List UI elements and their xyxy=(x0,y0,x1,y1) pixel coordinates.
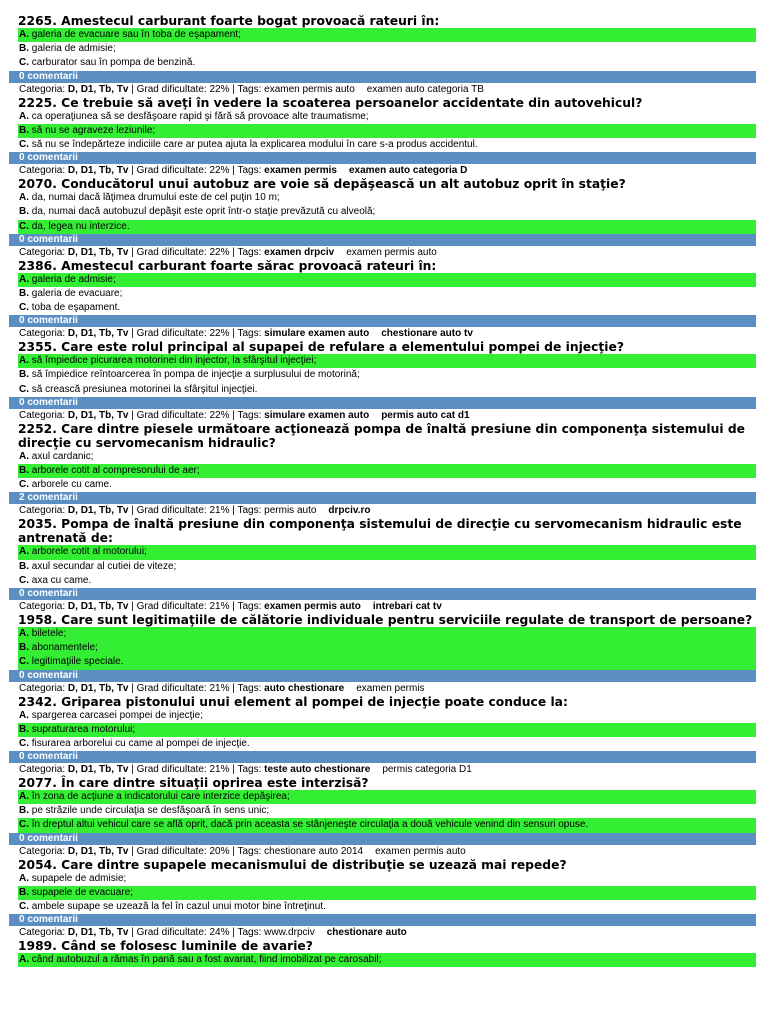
answer-text: spargerea carcasei pompei de injecţie; xyxy=(31,709,203,721)
tag-link[interactable]: examen permis auto xyxy=(264,83,355,95)
category-label: Categoria: xyxy=(19,600,66,612)
answer-option[interactable] xyxy=(18,42,756,56)
question-meta xyxy=(18,83,756,96)
question-meta xyxy=(18,164,756,177)
answer-text: biletele; xyxy=(31,627,67,639)
difficulty-label: Grad dificultate: xyxy=(136,83,207,95)
answer-text: axa cu came. xyxy=(31,574,92,586)
difficulty-value: 21% xyxy=(209,600,230,612)
question-title: 2054. Care dintre supapele mecanismului de distribuţie se uzează mai repede? xyxy=(18,857,567,872)
tags-label: Tags: xyxy=(237,764,262,776)
category-label: Categoria: xyxy=(19,682,66,694)
answer-text: legitimaţiile speciale. xyxy=(31,656,124,668)
answer-text: galeria de admisie; xyxy=(31,43,116,55)
answer-option[interactable] xyxy=(18,383,756,397)
meta-separator: | xyxy=(229,328,238,340)
category-label: Categoria: xyxy=(19,845,66,857)
tags-label: Tags: xyxy=(237,83,262,95)
answer-text: axul cardanic; xyxy=(31,450,94,462)
answer-letter: C. xyxy=(19,574,29,586)
question-meta xyxy=(18,327,756,340)
question-title: 1989. Când se folosesc luminile de avarie? xyxy=(18,939,313,954)
category-label: Categoria: xyxy=(19,83,66,95)
answer-option[interactable] xyxy=(18,450,756,464)
tag-link[interactable]: examen auto categoria TB xyxy=(366,83,484,95)
answer-option[interactable] xyxy=(18,368,756,382)
tags-label: Tags: xyxy=(237,682,262,694)
answer-option[interactable] xyxy=(18,191,756,205)
answer-text: supraturarea motorului; xyxy=(31,723,136,735)
tag-link[interactable]: examen permis xyxy=(356,682,425,694)
tags-label: Tags: xyxy=(237,165,262,177)
question-title: 2386. Amestecul carburant foarte sărac provoacă rateuri în: xyxy=(18,258,437,273)
meta-separator: | xyxy=(128,764,137,776)
difficulty-value: 22% xyxy=(209,83,230,95)
answer-letter: A. xyxy=(19,355,29,367)
meta-separator: | xyxy=(229,505,238,517)
answer-text: arborele cotit al compresorului de aer; xyxy=(31,465,200,476)
difficulty-label: Grad dificultate: xyxy=(136,165,207,177)
question-block xyxy=(18,177,756,259)
answer-text: galeria de evacuare sau în toba de eşapament; xyxy=(31,29,241,40)
answer-option[interactable] xyxy=(18,900,756,914)
answer-text: axul secundar al cutiei de viteze; xyxy=(31,560,177,572)
tag-link[interactable]: auto chestionare xyxy=(264,682,345,694)
category-label: Categoria: xyxy=(19,927,66,939)
tag-link[interactable]: permis categoria D1 xyxy=(382,764,472,776)
answer-text: carburator sau în pompa de benzină. xyxy=(31,57,196,69)
category-value: D, D1, Tb, Tv xyxy=(67,927,129,939)
answer-letter: C. xyxy=(19,383,29,395)
answer-option[interactable] xyxy=(18,737,756,751)
answer-option[interactable] xyxy=(18,709,756,723)
question-meta xyxy=(18,763,756,776)
tag-link[interactable]: simulare examen auto xyxy=(264,328,370,340)
question-meta xyxy=(18,926,756,939)
tags-label: Tags: xyxy=(237,845,262,857)
question-title: 2342. Griparea pistonului unui element al pompei de injecţie poate conduce la: xyxy=(18,694,568,709)
answer-letter: B. xyxy=(19,206,29,218)
tag-link[interactable]: permis auto xyxy=(264,505,317,517)
answer-letter: B. xyxy=(19,43,29,55)
answer-letter: C. xyxy=(19,138,29,150)
difficulty-value: 22% xyxy=(209,409,230,421)
tag-link[interactable]: examen permis auto xyxy=(375,845,466,857)
answer-letter: B. xyxy=(19,642,29,654)
answer-option-correct[interactable] xyxy=(18,627,756,641)
answer-text: abonamentele; xyxy=(31,642,98,654)
question-meta xyxy=(18,409,756,422)
comments-link[interactable]: 0 comentarii xyxy=(9,670,756,682)
answer-letter: C. xyxy=(19,479,29,491)
comments-link[interactable]: 0 comentarii xyxy=(9,71,756,83)
difficulty-label: Grad dificultate: xyxy=(136,764,207,776)
category-label: Categoria: xyxy=(19,328,66,340)
meta-separator: | xyxy=(128,505,137,517)
answer-text: galeria de admisie; xyxy=(31,273,116,285)
question-block xyxy=(18,14,756,96)
category-value: D, D1, Tb, Tv xyxy=(67,328,129,340)
tag-link[interactable]: examen permis xyxy=(264,165,337,177)
comments-link[interactable]: 0 comentarii xyxy=(9,751,756,763)
difficulty-label: Grad dificultate: xyxy=(136,246,207,258)
comments-link[interactable]: 0 comentarii xyxy=(9,152,756,164)
meta-separator: | xyxy=(128,165,137,177)
answer-option-correct[interactable] xyxy=(18,641,756,655)
answer-text: să crească presiunea motorinei la sfârşitul injecţiei. xyxy=(31,383,258,395)
category-label: Categoria: xyxy=(19,165,66,177)
meta-separator: | xyxy=(229,600,238,612)
answer-letter: A. xyxy=(19,546,29,558)
question-block xyxy=(18,340,756,422)
category-value: D, D1, Tb, Tv xyxy=(67,682,129,694)
tag-link[interactable]: intrebari cat tv xyxy=(372,600,442,612)
answer-option[interactable] xyxy=(18,110,756,124)
answer-option-correct[interactable] xyxy=(18,545,756,559)
question-meta xyxy=(18,845,756,858)
tag-link[interactable]: chestionare auto 2014 xyxy=(264,845,364,857)
answer-letter: A. xyxy=(19,954,29,966)
tag-link[interactable]: examen drpciv xyxy=(264,246,335,258)
answer-text: da, legea nu interzice. xyxy=(31,220,130,232)
answer-text: supapele de evacuare; xyxy=(31,886,133,898)
question-block xyxy=(18,858,756,940)
tag-link[interactable]: examen permis auto xyxy=(264,600,361,612)
answer-letter: B. xyxy=(19,287,29,299)
difficulty-value: 22% xyxy=(209,246,230,258)
answer-text: să nu se îndepărteze indiciile care ar putea ajuta la explicarea modului în care s-a produs accidentul. xyxy=(31,138,478,150)
difficulty-label: Grad dificultate: xyxy=(136,505,207,517)
comments-link[interactable]: 0 comentarii xyxy=(9,397,756,409)
answer-letter: C. xyxy=(19,737,29,749)
tags-label: Tags: xyxy=(237,600,262,612)
difficulty-value: 21% xyxy=(209,682,230,694)
meta-separator: | xyxy=(229,246,238,258)
question-block xyxy=(18,939,756,967)
tags-label: Tags: xyxy=(237,328,262,340)
meta-separator: | xyxy=(229,83,238,95)
answer-text: da, numai dacă autobuzul depăşit este oprit într-o staţie prevăzută cu alveolă; xyxy=(31,206,376,218)
category-value: D, D1, Tb, Tv xyxy=(67,600,129,612)
meta-separator: | xyxy=(229,845,238,857)
answer-letter: C. xyxy=(19,901,29,912)
category-label: Categoria: xyxy=(19,505,66,517)
meta-separator: | xyxy=(128,682,137,694)
answer-letter: A. xyxy=(19,273,29,285)
tag-link[interactable]: teste auto chestionare xyxy=(264,764,371,776)
answer-letter: A. xyxy=(19,110,29,122)
answer-text: galeria de evacuare; xyxy=(31,287,123,299)
answer-option-correct[interactable] xyxy=(18,886,756,900)
meta-separator: | xyxy=(229,927,238,939)
answer-option-correct[interactable] xyxy=(18,655,756,669)
tag-link[interactable]: drpciv.ro xyxy=(328,505,371,517)
question-block xyxy=(18,695,756,777)
answer-letter: B. xyxy=(19,124,29,136)
question-title: 2070. Conducătorul unui autobuz are voie să depăşească un alt autobuz oprit în staţie? xyxy=(18,177,626,192)
question-meta xyxy=(18,246,756,259)
question-meta xyxy=(18,682,756,695)
tag-link[interactable]: chestionare auto xyxy=(326,927,407,939)
difficulty-value: 21% xyxy=(209,505,230,517)
answer-letter: A. xyxy=(19,709,29,721)
meta-separator: | xyxy=(229,409,238,421)
answer-letter: B. xyxy=(19,560,29,572)
question-title: 2225. Ce trebuie să aveţi în vedere la scoaterea persoanelor accidentate din autovehicul? xyxy=(18,95,643,110)
category-label: Categoria: xyxy=(19,409,66,421)
answer-text: fisurarea arborelui cu came al pompei de injecţie. xyxy=(31,737,250,749)
tags-label: Tags: xyxy=(237,505,262,517)
question-block xyxy=(18,613,756,695)
tags-label: Tags: xyxy=(237,409,262,421)
meta-separator: | xyxy=(128,83,137,95)
category-value: D, D1, Tb, Tv xyxy=(67,505,129,517)
question-title: 2252. Care dintre piesele următoare acţionează pompa de înaltă presiune din componenţa sistemului de direcţie cu servomecanism hidraulic? xyxy=(18,421,745,450)
question-block xyxy=(18,517,756,613)
tag-link[interactable]: examen permis auto xyxy=(346,246,437,258)
difficulty-value: 21% xyxy=(209,764,230,776)
answer-text: supapele de admisie; xyxy=(31,872,127,884)
answer-option[interactable] xyxy=(18,205,756,219)
question-title: 2035. Pompa de înaltă presiune din componenţa sistemului de direcţie cu servomecanism hidraulic este antrenată de: xyxy=(18,517,742,546)
answer-option-correct[interactable] xyxy=(18,953,756,967)
tag-link[interactable]: examen auto categoria D xyxy=(348,165,468,177)
tag-link[interactable]: chestionare auto tv xyxy=(381,328,473,340)
meta-separator: | xyxy=(128,927,137,939)
comments-link[interactable]: 0 comentarii xyxy=(9,833,756,845)
question-meta xyxy=(18,600,756,613)
question-meta xyxy=(18,504,756,517)
answer-option[interactable] xyxy=(18,478,756,492)
answer-letter: A. xyxy=(19,450,29,462)
answer-option-correct[interactable] xyxy=(18,818,756,832)
meta-separator: | xyxy=(128,600,137,612)
answer-option[interactable] xyxy=(18,560,756,574)
question-title: 2355. Care este rolul principal al supapei de refulare a elementului pompei de injecţie? xyxy=(18,340,624,355)
category-value: D, D1, Tb, Tv xyxy=(67,409,129,421)
difficulty-label: Grad dificultate: xyxy=(136,409,207,421)
answer-letter: B. xyxy=(19,723,29,735)
answer-text: toba de eşapament. xyxy=(31,302,121,314)
question-block xyxy=(18,422,756,518)
answer-letter: A. xyxy=(19,791,29,803)
answer-letter: B. xyxy=(19,805,29,817)
answer-option-correct[interactable] xyxy=(18,273,756,287)
difficulty-label: Grad dificultate: xyxy=(136,328,207,340)
answer-text: în dreptul altui vehicul care se află oprit, dacă prin aceasta se stânjeneşte circulaţia a două vehicule venind din sensuri opuse. xyxy=(31,819,589,831)
comments-link[interactable]: 2 comentarii xyxy=(9,492,756,504)
category-label: Categoria: xyxy=(19,246,66,258)
answer-option[interactable] xyxy=(18,872,756,886)
meta-separator: | xyxy=(229,682,238,694)
answer-letter: A. xyxy=(19,192,29,204)
answer-option-correct[interactable] xyxy=(18,124,756,138)
answer-option-correct[interactable] xyxy=(18,220,756,234)
difficulty-value: 24% xyxy=(209,927,230,939)
answer-text: arborele cu came. xyxy=(31,479,112,491)
tag-link[interactable]: simulare examen auto xyxy=(264,409,370,421)
category-value: D, D1, Tb, Tv xyxy=(67,165,129,177)
answer-option[interactable] xyxy=(18,56,756,70)
tag-link[interactable]: www.drpciv xyxy=(264,927,315,939)
difficulty-value: 20% xyxy=(209,845,230,857)
answer-option[interactable] xyxy=(18,138,756,152)
difficulty-value: 22% xyxy=(209,328,230,340)
difficulty-label: Grad dificultate: xyxy=(136,600,207,612)
answer-option[interactable] xyxy=(18,301,756,315)
tags-label: Tags: xyxy=(237,927,262,939)
meta-separator: | xyxy=(229,165,238,177)
tags-label: Tags: xyxy=(237,246,262,258)
answer-letter: C. xyxy=(19,57,29,69)
answer-letter: A. xyxy=(19,29,29,40)
answer-option[interactable] xyxy=(18,574,756,588)
question-block xyxy=(18,96,756,178)
question-title: 2077. În care dintre situaţii oprirea este interzisă? xyxy=(18,776,369,791)
answer-option-correct[interactable] xyxy=(18,464,756,478)
difficulty-value: 22% xyxy=(209,165,230,177)
category-value: D, D1, Tb, Tv xyxy=(67,83,129,95)
answer-letter: C. xyxy=(19,302,29,314)
comments-link[interactable]: 0 comentarii xyxy=(9,315,756,327)
answer-letter: A. xyxy=(19,627,29,639)
answer-option[interactable] xyxy=(18,287,756,301)
meta-separator: | xyxy=(128,328,137,340)
answer-text: să împiedice picurarea motorinei din injector, la sfârşitul injecţiei; xyxy=(31,355,317,367)
answer-letter: C. xyxy=(19,220,29,232)
answer-letter: B. xyxy=(19,886,29,898)
question-title: 2265. Amestecul carburant foarte bogat provoacă rateuri în: xyxy=(18,14,440,28)
question-block xyxy=(18,259,756,341)
comments-link[interactable]: 0 comentarii xyxy=(9,914,756,926)
answer-option-correct[interactable] xyxy=(18,28,756,42)
answer-option-correct[interactable] xyxy=(18,790,756,804)
answer-letter: B. xyxy=(19,369,29,381)
difficulty-label: Grad dificultate: xyxy=(136,927,207,939)
answer-letter: C. xyxy=(19,656,29,668)
category-value: D, D1, Tb, Tv xyxy=(67,764,129,776)
answer-text: ambele supape se uzează la fel în cazul unui motor bine întreţinut. xyxy=(31,901,326,912)
meta-separator: | xyxy=(128,246,137,258)
tag-link[interactable]: permis auto cat d1 xyxy=(381,409,470,421)
comments-link[interactable]: 0 comentarii xyxy=(9,588,756,600)
answer-text: pe străzile unde circulaţia se desfăşoară în sens unic; xyxy=(31,805,270,817)
category-label: Categoria: xyxy=(19,764,66,776)
answer-text: să împiedice reîntoarcerea în pompa de injecţie a surplusului de motorină; xyxy=(31,369,360,381)
answer-text: arborele cotit al motorului; xyxy=(31,546,147,558)
category-value: D, D1, Tb, Tv xyxy=(67,246,129,258)
answer-text: ca operaţiunea să se desfăşoare rapid şi fără să provoace alte traumatisme; xyxy=(31,110,369,122)
meta-separator: | xyxy=(128,409,137,421)
difficulty-label: Grad dificultate: xyxy=(136,682,207,694)
answer-option[interactable] xyxy=(18,804,756,818)
comments-link[interactable]: 0 comentarii xyxy=(9,234,756,246)
answer-text: să nu se agraveze leziunile; xyxy=(31,124,156,136)
answer-letter: B. xyxy=(19,465,29,476)
question-title: 1958. Care sunt legitimaţiile de călătorie individuale pentru serviciile regulate de transport de persoane? xyxy=(18,612,753,627)
answer-text: când autobuzul a rămas în pană sau a fost avariat, fiind imobilizat pe carosabil; xyxy=(31,954,382,966)
answer-letter: C. xyxy=(19,819,29,831)
answer-option-correct[interactable] xyxy=(18,354,756,368)
answer-option-correct[interactable] xyxy=(18,723,756,737)
answer-text: în zona de acţiune a indicatorului care interzice depăşirea; xyxy=(31,791,290,803)
answer-text: da, numai dacă lăţimea drumului este de cel puţin 10 m; xyxy=(31,192,280,204)
difficulty-label: Grad dificultate: xyxy=(136,845,207,857)
meta-separator: | xyxy=(128,845,137,857)
meta-separator: | xyxy=(229,764,238,776)
answer-letter: A. xyxy=(19,872,29,884)
question-block xyxy=(18,776,756,858)
category-value: D, D1, Tb, Tv xyxy=(67,845,129,857)
